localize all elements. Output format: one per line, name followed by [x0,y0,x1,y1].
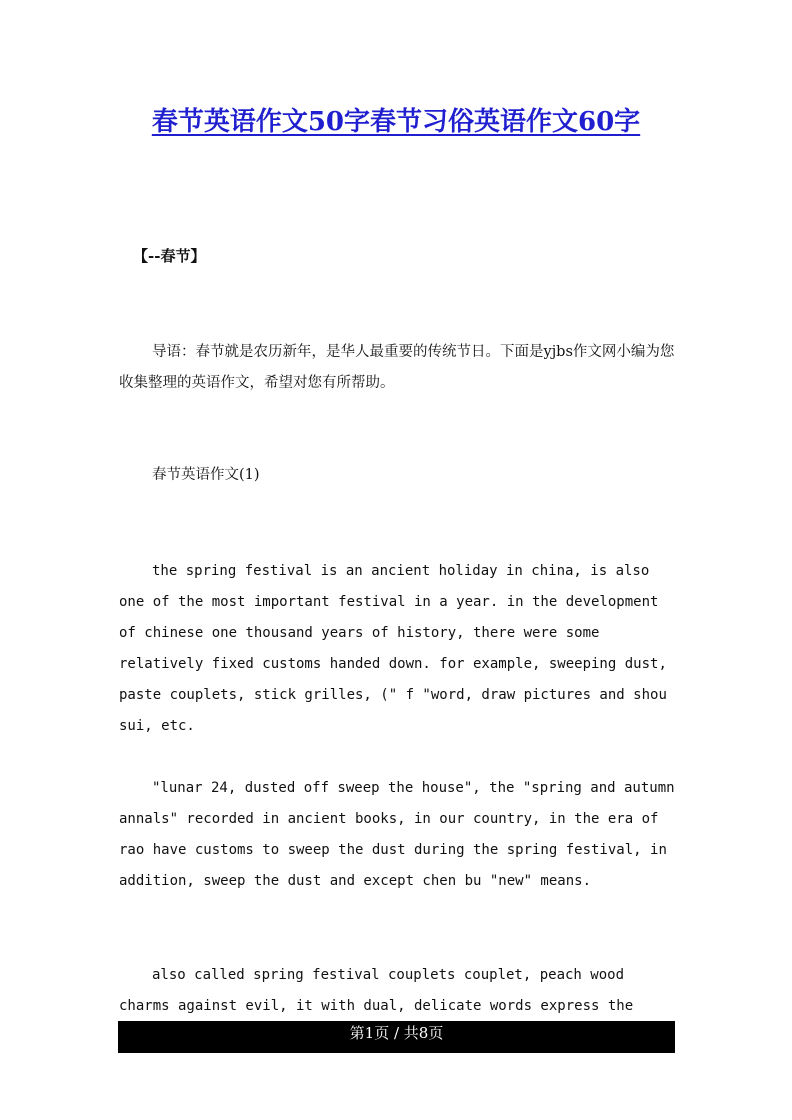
section-heading: 【--春节】 [133,247,206,265]
essay-paragraph-2: "lunar 24, dusted off sweep the house", the "spring and autumn annals" recorded in ancient books, in our country, in the era of rao have customs to sweep the dust during the spring festival, in addition, sweep the dust and except chen bu "new" means. [119,780,675,889]
page-footer-bar [118,1021,675,1053]
intro-paragraph: 导语：春节就是农历新年，是华人最重要的传统节日。下面是yjbs作文网小编为您收集整理的英语作文，希望对您有所帮助。 [119,344,675,391]
page-indicator: 第1页 / 共8页 [349,1024,444,1042]
essay-paragraph-3: also called spring festival couplets couplet, peach wood charms against evil, it with dual, delicate words express the [119,967,634,1014]
document-title[interactable]: 春节英语作文50字春节习俗英语作文60字 [151,107,641,137]
essay-heading: 春节英语作文(1) [152,467,260,483]
essay-paragraph-1: the spring festival is an ancient holiday in china, is also one of the most important festival in a year. in the development of chinese one thousand years of history, there were some relatively fixed customs handed down. for example, sweeping dust, paste couplets, stick grilles, (" f "word, draw pictures and shou sui, etc. [119,563,667,734]
